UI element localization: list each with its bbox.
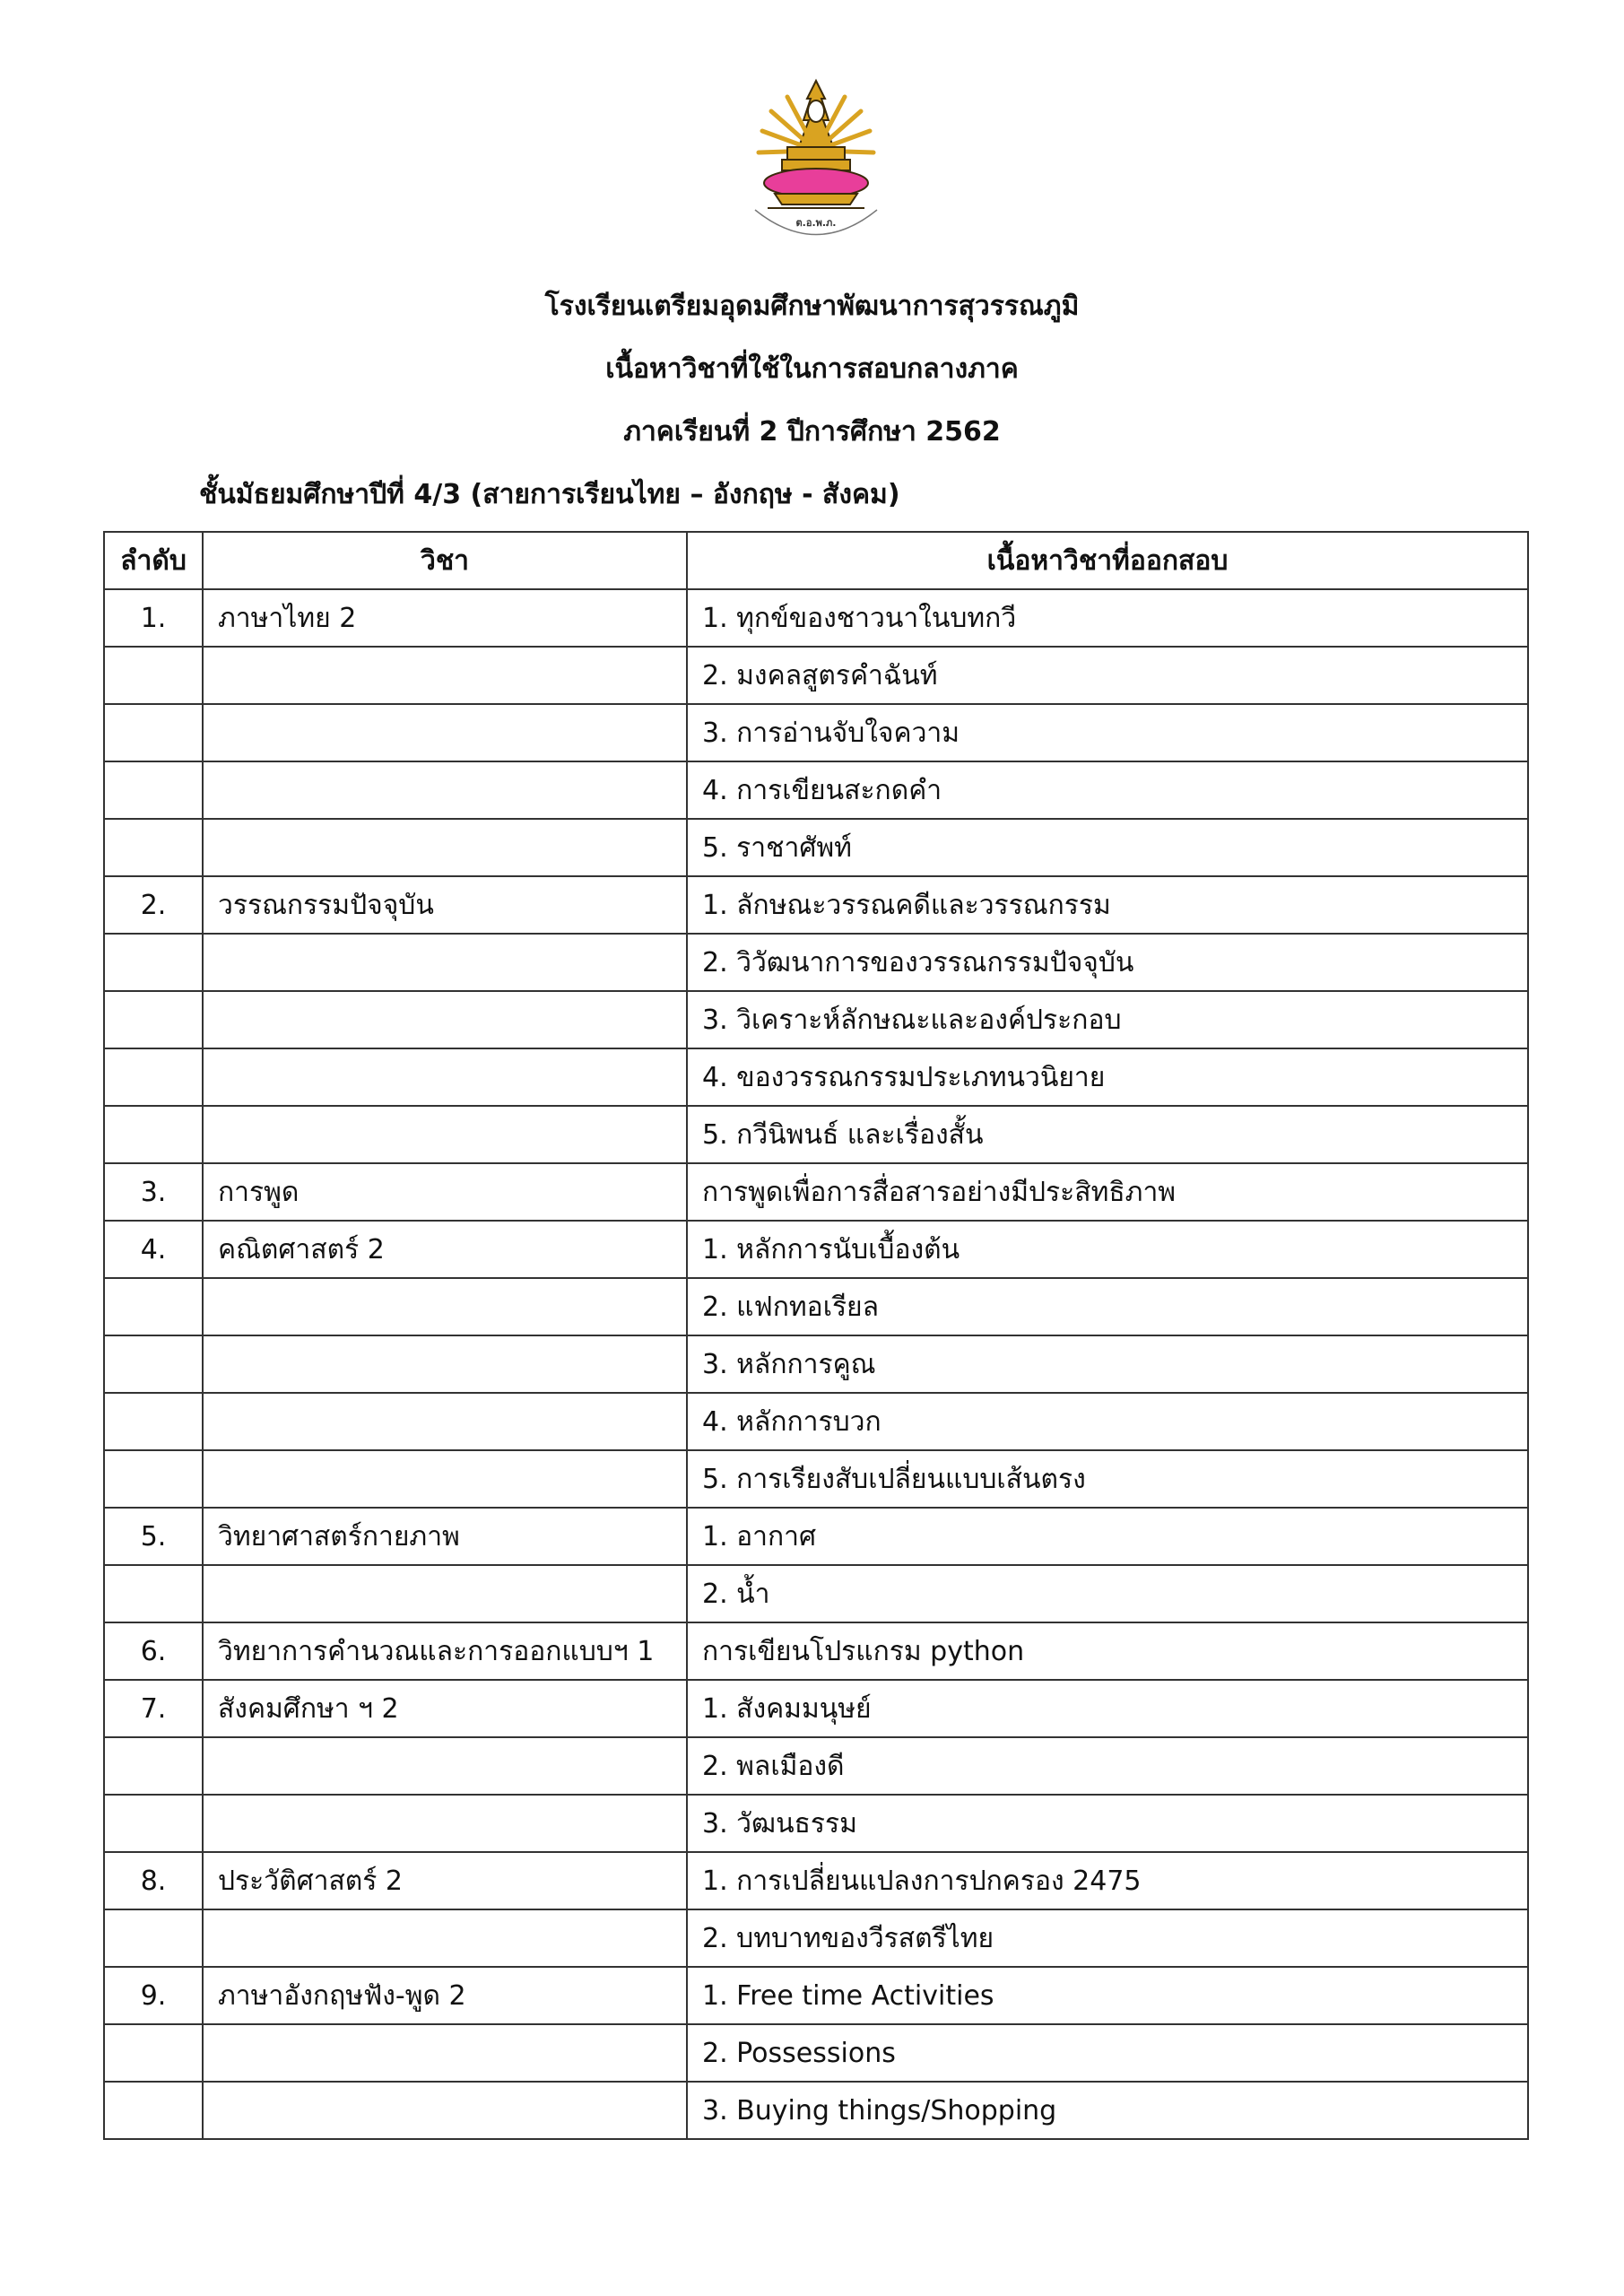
cell-subject	[203, 1278, 687, 1335]
cell-subject	[203, 819, 687, 876]
school-name: โรงเรียนเตรียมอุดมศึกษาพัฒนาการสุวรรณภูมิ	[544, 291, 1080, 322]
table-row	[104, 1393, 1528, 1450]
table-row	[104, 1221, 1528, 1278]
table-row	[104, 1565, 1528, 1622]
cell-subject	[203, 1565, 687, 1622]
cell-order: 4.	[104, 1221, 203, 1278]
cell-content: 2. พลเมืองดี	[687, 1737, 1528, 1795]
table-row	[104, 991, 1528, 1048]
cell-order	[104, 1335, 203, 1393]
table-row	[104, 1852, 1528, 1909]
table-row	[104, 1622, 1528, 1680]
cell-subject: วรรณกรรมปัจจุบัน	[203, 876, 687, 934]
cell-order	[104, 1048, 203, 1106]
table-row	[104, 1106, 1528, 1163]
cell-order: 7.	[104, 1680, 203, 1737]
cell-order	[104, 1909, 203, 1967]
exam-content-table	[103, 531, 1529, 2140]
table-header-row	[104, 532, 1528, 589]
table-row	[104, 1737, 1528, 1795]
header-subject: วิชา	[203, 532, 687, 589]
cell-order: 9.	[104, 1967, 203, 2024]
cell-order	[104, 1737, 203, 1795]
table-row	[104, 1048, 1528, 1106]
table-row	[104, 1909, 1528, 1967]
cell-subject	[203, 934, 687, 991]
cell-subject	[203, 1737, 687, 1795]
cell-content: 2. มงคลสูตรคำฉันท์	[687, 647, 1528, 704]
term-label: ภาคเรียนที่ 2 ปีการศึกษา 2562	[623, 416, 1001, 448]
cell-order	[104, 1565, 203, 1622]
table-row	[104, 1335, 1528, 1393]
cell-content: 1. สังคมมนุษย์	[687, 1680, 1528, 1737]
cell-order	[104, 991, 203, 1048]
table-row	[104, 934, 1528, 991]
cell-order: 8.	[104, 1852, 203, 1909]
table-row	[104, 1163, 1528, 1221]
cell-content: 1. ทุกข์ของชาวนาในบทกวี	[687, 589, 1528, 647]
cell-content: 5. ราชาศัพท์	[687, 819, 1528, 876]
document-subtitle: เนื้อหาวิชาที่ใช้ในการสอบกลางภาค	[605, 353, 1019, 385]
cell-order	[104, 2024, 203, 2082]
cell-order: 6.	[104, 1622, 203, 1680]
cell-subject: ภาษาอังกฤษฟัง-พูด 2	[203, 1967, 687, 2024]
cell-order	[104, 934, 203, 991]
table-row	[104, 589, 1528, 647]
cell-subject: วิทยาการคำนวณและการออกแบบฯ 1	[203, 1622, 687, 1680]
cell-content: 4. ของวรรณกรรมประเภทนวนิยาย	[687, 1048, 1528, 1106]
cell-order	[104, 2082, 203, 2139]
table-row	[104, 876, 1528, 934]
cell-content: 3. หลักการคูณ	[687, 1335, 1528, 1393]
cell-content: การเขียนโปรแกรม python	[687, 1622, 1528, 1680]
table-row	[104, 2082, 1528, 2139]
cell-order: 5.	[104, 1508, 203, 1565]
cell-subject	[203, 2024, 687, 2082]
cell-subject	[203, 1393, 687, 1450]
cell-subject: ภาษาไทย 2	[203, 589, 687, 647]
cell-subject: คณิตศาสตร์ 2	[203, 1221, 687, 1278]
cell-content: 2. วิวัฒนาการของวรรณกรรมปัจจุบัน	[687, 934, 1528, 991]
cell-content: 2. Possessions	[687, 2024, 1528, 2082]
table-row	[104, 1967, 1528, 2024]
cell-order	[104, 1106, 203, 1163]
cell-subject	[203, 1909, 687, 1967]
cell-subject	[203, 704, 687, 761]
cell-order: 3.	[104, 1163, 203, 1221]
cell-content: 3. การอ่านจับใจความ	[687, 704, 1528, 761]
class-label: ชั้นมัธยมศึกษาปีที่ 4/3 (สายการเรียนไทย – อังกฤษ - สังคม)	[199, 479, 900, 510]
cell-subject	[203, 1450, 687, 1508]
cell-content: 5. การเรียงสับเปลี่ยนแบบเส้นตรง	[687, 1450, 1528, 1508]
cell-subject: ประวัติศาสตร์ 2	[203, 1852, 687, 1909]
table-row	[104, 819, 1528, 876]
cell-content: การพูดเพื่อการสื่อสารอย่างมีประสิทธิภาพ	[687, 1163, 1528, 1221]
table-row	[104, 704, 1528, 761]
cell-order	[104, 1278, 203, 1335]
cell-content: 4. การเขียนสะกดคำ	[687, 761, 1528, 819]
cell-order	[104, 1450, 203, 1508]
table-row	[104, 1680, 1528, 1737]
cell-subject	[203, 2082, 687, 2139]
cell-subject: วิทยาศาสตร์กายภาพ	[203, 1508, 687, 1565]
cell-subject: สังคมศึกษา ฯ 2	[203, 1680, 687, 1737]
cell-content: 2. แฟกทอเรียล	[687, 1278, 1528, 1335]
header-order: ลำดับ	[104, 532, 203, 589]
cell-order: 1.	[104, 589, 203, 647]
table-row	[104, 647, 1528, 704]
table-row	[104, 761, 1528, 819]
table-row	[104, 1508, 1528, 1565]
emblem-abbrev: ต.อ.พ.ภ.	[795, 217, 837, 229]
cell-order	[104, 1393, 203, 1450]
cell-subject	[203, 761, 687, 819]
cell-order	[104, 819, 203, 876]
cell-subject: การพูด	[203, 1163, 687, 1221]
cell-content: 3. วิเคราะห์ลักษณะและองค์ประกอบ	[687, 991, 1528, 1048]
cell-content: 1. Free time Activities	[687, 1967, 1528, 2024]
cell-subject	[203, 1048, 687, 1106]
cell-subject	[203, 1106, 687, 1163]
table-row	[104, 2024, 1528, 2082]
table-row	[104, 1450, 1528, 1508]
cell-subject	[203, 647, 687, 704]
cell-subject	[203, 1335, 687, 1393]
cell-content: 3. วัฒนธรรม	[687, 1795, 1528, 1852]
cell-content: 2. น้ำ	[687, 1565, 1528, 1622]
cell-content: 3. Buying things/Shopping	[687, 2082, 1528, 2139]
cell-order	[104, 647, 203, 704]
cell-order: 2.	[104, 876, 203, 934]
cell-content: 1. ลักษณะวรรณคดีและวรรณกรรม	[687, 876, 1528, 934]
cell-content: 2. บทบาทของวีรสตรีไทย	[687, 1909, 1528, 1967]
table-row	[104, 1795, 1528, 1852]
cell-order	[104, 704, 203, 761]
cell-content: 4. หลักการบวก	[687, 1393, 1528, 1450]
cell-order	[104, 761, 203, 819]
cell-subject	[203, 991, 687, 1048]
cell-subject	[203, 1795, 687, 1852]
cell-content: 5. กวีนิพนธ์ และเรื่องสั้น	[687, 1106, 1528, 1163]
cell-content: 1. หลักการนับเบื้องต้น	[687, 1221, 1528, 1278]
header-content: เนื้อหาวิชาที่ออกสอบ	[687, 532, 1528, 589]
cell-content: 1. อากาศ	[687, 1508, 1528, 1565]
cell-content: 1. การเปลี่ยนแปลงการปกครอง 2475	[687, 1852, 1528, 1909]
school-emblem-logo	[735, 75, 897, 255]
cell-order	[104, 1795, 203, 1852]
table-row	[104, 1278, 1528, 1335]
